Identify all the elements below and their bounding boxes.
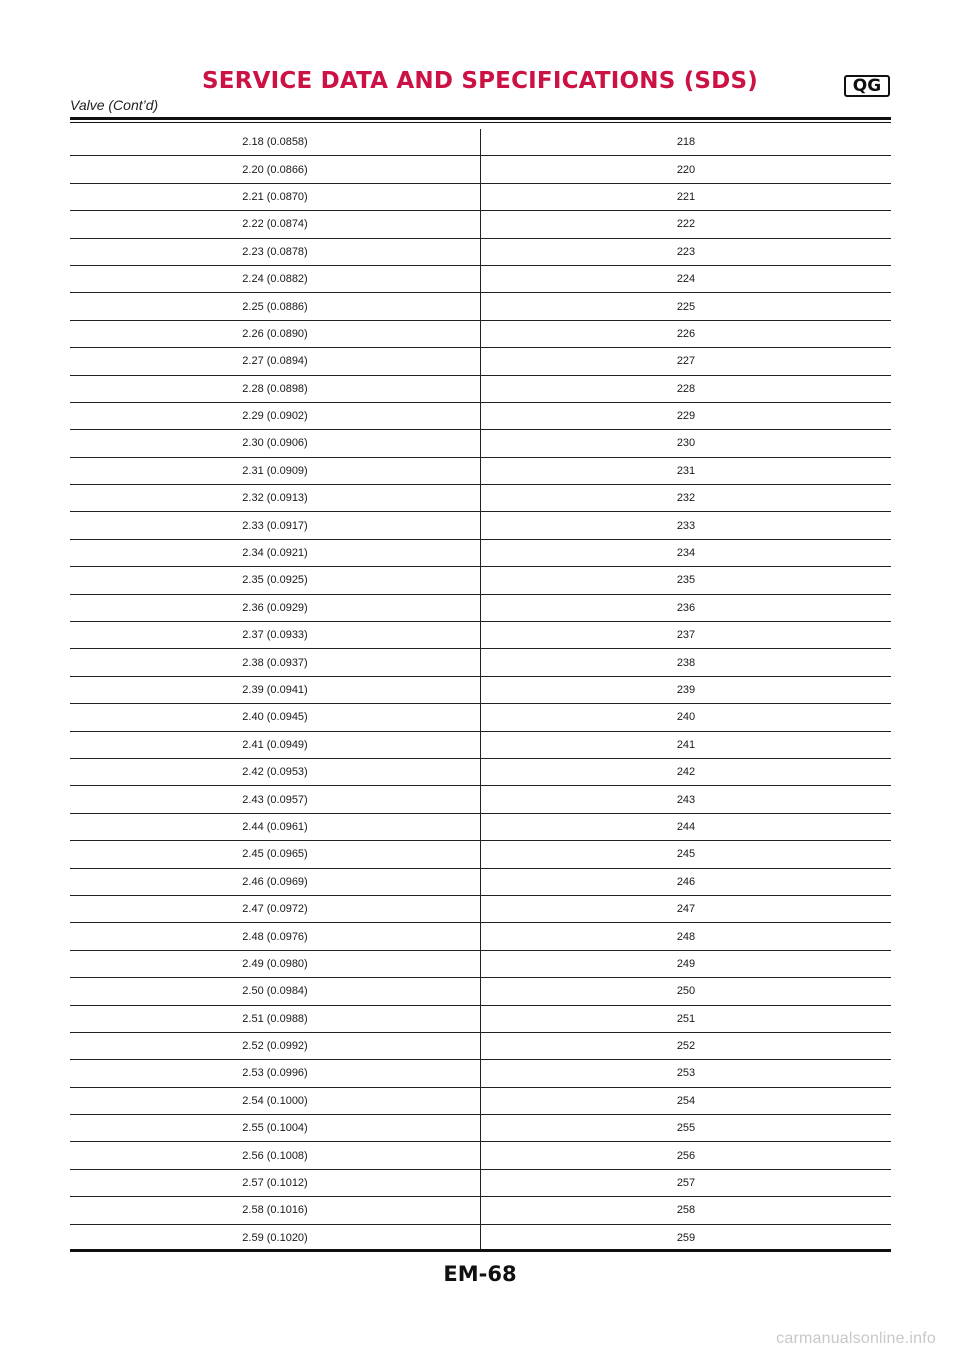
table-cell-value-mm-in: 2.59 (0.1020) [70, 1224, 481, 1251]
table-cell-value-code: 223 [481, 238, 892, 265]
table-row [70, 950, 891, 977]
table-cell-value-code: 242 [481, 758, 892, 785]
table-cell-value-mm-in: 2.48 (0.0976) [70, 923, 481, 950]
table-cell-value-mm-in: 2.24 (0.0882) [70, 265, 481, 292]
table-cell-value-mm-in: 2.20 (0.0866) [70, 156, 481, 183]
table-cell-value-mm-in: 2.18 (0.0858) [70, 129, 481, 156]
table-cell-value-code: 252 [481, 1032, 892, 1059]
table-cell-value-mm-in: 2.25 (0.0886) [70, 293, 481, 320]
table-row [70, 402, 891, 429]
table-cell-value-code: 222 [481, 211, 892, 238]
table-cell-value-mm-in: 2.29 (0.0902) [70, 402, 481, 429]
table-row [70, 895, 891, 922]
table-cell-value-code: 221 [481, 183, 892, 210]
table-cell-value-code: 249 [481, 950, 892, 977]
table-cell-value-mm-in: 2.57 (0.1012) [70, 1169, 481, 1196]
table-cell-value-mm-in: 2.43 (0.0957) [70, 786, 481, 813]
table-cell-value-code: 259 [481, 1224, 892, 1251]
table-row [70, 375, 891, 402]
page-number: EM-68 [443, 1262, 517, 1286]
table-cell-value-mm-in: 2.52 (0.0992) [70, 1032, 481, 1059]
table-row [70, 1115, 891, 1142]
table-row [70, 731, 891, 758]
table-cell-value-mm-in: 2.49 (0.0980) [70, 950, 481, 977]
table-row [70, 265, 891, 292]
table-row [70, 813, 891, 840]
table-cell-value-mm-in: 2.45 (0.0965) [70, 841, 481, 868]
table-row [70, 293, 891, 320]
table-row [70, 539, 891, 566]
table-cell-value-code: 250 [481, 978, 892, 1005]
table-cell-value-code: 229 [481, 402, 892, 429]
table-cell-value-mm-in: 2.41 (0.0949) [70, 731, 481, 758]
table-cell-value-mm-in: 2.30 (0.0906) [70, 430, 481, 457]
header-rule-thin [70, 122, 891, 123]
table-cell-value-mm-in: 2.36 (0.0929) [70, 594, 481, 621]
table-cell-value-code: 240 [481, 704, 892, 731]
table-cell-value-code: 228 [481, 375, 892, 402]
spec-table-body [70, 129, 891, 1252]
table-row [70, 430, 891, 457]
table-cell-value-mm-in: 2.26 (0.0890) [70, 320, 481, 347]
table-cell-value-mm-in: 2.22 (0.0874) [70, 211, 481, 238]
table-cell-value-mm-in: 2.44 (0.0961) [70, 813, 481, 840]
table-cell-value-code: 245 [481, 841, 892, 868]
table-cell-value-code: 238 [481, 649, 892, 676]
table-cell-value-code: 248 [481, 923, 892, 950]
table-cell-value-code: 225 [481, 293, 892, 320]
table-row [70, 758, 891, 785]
table-row [70, 457, 891, 484]
table-cell-value-code: 244 [481, 813, 892, 840]
table-row [70, 649, 891, 676]
table-cell-value-code: 224 [481, 265, 892, 292]
table-cell-value-mm-in: 2.39 (0.0941) [70, 676, 481, 703]
table-cell-value-mm-in: 2.51 (0.0988) [70, 1005, 481, 1032]
table-row [70, 923, 891, 950]
table-cell-value-code: 255 [481, 1115, 892, 1142]
section-badge: QG [844, 75, 890, 97]
table-row [70, 1060, 891, 1087]
table-cell-value-code: 220 [481, 156, 892, 183]
table-row [70, 156, 891, 183]
table-cell-value-code: 237 [481, 622, 892, 649]
table-cell-value-mm-in: 2.31 (0.0909) [70, 457, 481, 484]
table-cell-value-code: 251 [481, 1005, 892, 1032]
spec-table [70, 129, 891, 1252]
table-row [70, 512, 891, 539]
table-row [70, 841, 891, 868]
table-row [70, 1197, 891, 1224]
table-cell-value-code: 230 [481, 430, 892, 457]
table-cell-value-mm-in: 2.32 (0.0913) [70, 485, 481, 512]
table-cell-value-code: 258 [481, 1197, 892, 1224]
table-row [70, 704, 891, 731]
table-cell-value-code: 232 [481, 485, 892, 512]
table-cell-value-mm-in: 2.23 (0.0878) [70, 238, 481, 265]
table-row [70, 320, 891, 347]
table-cell-value-mm-in: 2.58 (0.1016) [70, 1197, 481, 1224]
table-cell-value-mm-in: 2.34 (0.0921) [70, 539, 481, 566]
table-cell-value-code: 246 [481, 868, 892, 895]
table-cell-value-mm-in: 2.47 (0.0972) [70, 895, 481, 922]
table-cell-value-code: 218 [481, 129, 892, 156]
table-bottom-rule [70, 1249, 891, 1252]
table-row [70, 238, 891, 265]
table-cell-value-mm-in: 2.35 (0.0925) [70, 567, 481, 594]
table-cell-value-mm-in: 2.42 (0.0953) [70, 758, 481, 785]
table-cell-value-code: 253 [481, 1060, 892, 1087]
table-row [70, 348, 891, 375]
table-row [70, 211, 891, 238]
table-row [70, 978, 891, 1005]
table-row [70, 1169, 891, 1196]
table-cell-value-mm-in: 2.33 (0.0917) [70, 512, 481, 539]
table-cell-value-mm-in: 2.37 (0.0933) [70, 622, 481, 649]
table-cell-value-code: 233 [481, 512, 892, 539]
section-subtitle: Valve (Cont’d) [70, 97, 159, 113]
table-row [70, 786, 891, 813]
table-cell-value-mm-in: 2.21 (0.0870) [70, 183, 481, 210]
table-cell-value-code: 226 [481, 320, 892, 347]
table-cell-value-code: 239 [481, 676, 892, 703]
watermark: carmanualsonline.info [776, 1330, 936, 1347]
table-row [70, 1087, 891, 1114]
table-cell-value-code: 227 [481, 348, 892, 375]
table-cell-value-code: 234 [481, 539, 892, 566]
table-cell-value-code: 235 [481, 567, 892, 594]
table-row [70, 594, 891, 621]
table-row [70, 1005, 891, 1032]
table-cell-value-mm-in: 2.53 (0.0996) [70, 1060, 481, 1087]
table-cell-value-mm-in: 2.50 (0.0984) [70, 978, 481, 1005]
table-row [70, 567, 891, 594]
table-cell-value-code: 231 [481, 457, 892, 484]
table-row [70, 183, 891, 210]
table-cell-value-mm-in: 2.56 (0.1008) [70, 1142, 481, 1169]
table-row [70, 676, 891, 703]
table-cell-value-code: 256 [481, 1142, 892, 1169]
table-row [70, 129, 891, 156]
header-rule [70, 117, 891, 120]
table-cell-value-code: 254 [481, 1087, 892, 1114]
table-cell-value-code: 247 [481, 895, 892, 922]
table-row [70, 1142, 891, 1169]
table-cell-value-code: 257 [481, 1169, 892, 1196]
table-cell-value-code: 241 [481, 731, 892, 758]
table-row [70, 1032, 891, 1059]
table-row [70, 868, 891, 895]
table-cell-value-mm-in: 2.40 (0.0945) [70, 704, 481, 731]
page-title: SERVICE DATA AND SPECIFICATIONS (SDS) [202, 68, 758, 94]
table-cell-value-mm-in: 2.38 (0.0937) [70, 649, 481, 676]
table-cell-value-mm-in: 2.27 (0.0894) [70, 348, 481, 375]
table-cell-value-mm-in: 2.46 (0.0969) [70, 868, 481, 895]
table-cell-value-mm-in: 2.55 (0.1004) [70, 1115, 481, 1142]
table-cell-value-mm-in: 2.28 (0.0898) [70, 375, 481, 402]
table-row [70, 622, 891, 649]
table-row [70, 1224, 891, 1251]
table-cell-value-code: 236 [481, 594, 892, 621]
table-row [70, 485, 891, 512]
table-cell-value-code: 243 [481, 786, 892, 813]
table-cell-value-mm-in: 2.54 (0.1000) [70, 1087, 481, 1114]
